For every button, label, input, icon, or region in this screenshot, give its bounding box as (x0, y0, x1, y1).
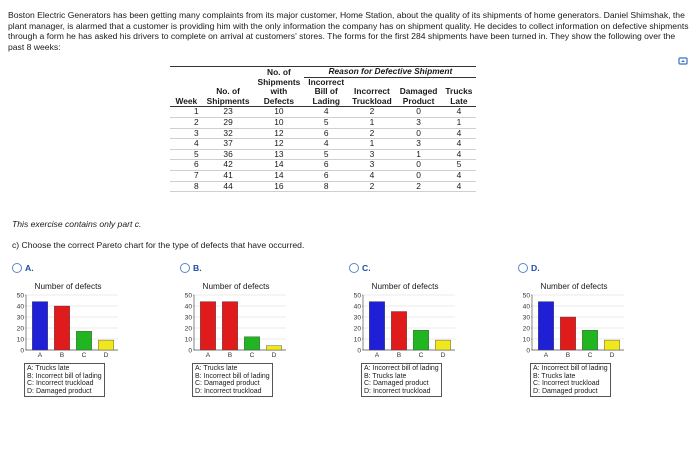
y-tick-label: 10 (16, 336, 24, 344)
y-tick-label: 40 (184, 303, 192, 311)
chart-title: Number of defects (540, 282, 608, 291)
x-category-label: D (609, 352, 615, 359)
problem-statement: Boston Electric Generators has been getting many complaints from its major customer, Home Station, about the quality of its shipments of home generators. Daniel Shimshak, the plant manager, is alarmed that a customer is providing him with the only information the company has on shipment quality. He decides to collect information on defective shipments through a form he has asked his drivers to complete on arrival at customers' stores. The forms for the first 284 shipments have been turned in. They show the following over the past 8 weeks: (8, 10, 689, 52)
exercise-note: This exercise contains only part c. (12, 219, 142, 229)
bar-c (582, 330, 597, 350)
shipments-cell: 32 (203, 128, 254, 139)
y-tick-label: 30 (16, 314, 24, 322)
y-tick-label: 10 (353, 336, 361, 344)
legend-item: D: Incorrect truckload (195, 387, 262, 395)
option-d-label: D. (531, 263, 540, 273)
x-category-label: C (587, 352, 593, 359)
defects-header-top: No. of (253, 67, 304, 78)
question-text: c) Choose the correct Pareto chart for the type of defects that have occurred. (12, 240, 305, 250)
shipments-cell: 41 (203, 170, 254, 181)
shipments-cell: 23 (203, 107, 254, 118)
week-cell: 7 (170, 170, 203, 181)
trucks-late-cell: 1 (441, 117, 476, 128)
legend-item: C: Incorrect truckload (27, 380, 94, 388)
truckload-header: Truckload (348, 97, 396, 107)
chart-legend (530, 363, 611, 397)
bar-a (369, 302, 384, 350)
defects-cell: 14 (253, 160, 304, 171)
legend-item: C: Damaged product (364, 380, 429, 388)
y-tick-label: 50 (16, 292, 24, 300)
billing-header-mid: Bill of (314, 86, 338, 97)
trucks-late-cell: 5 (441, 160, 476, 171)
chart-title: Number of defects (371, 282, 439, 291)
bar-d (98, 340, 113, 350)
defects-cell: 16 (253, 181, 304, 192)
x-category-label: D (440, 352, 446, 359)
week-cell: 5 (170, 149, 203, 160)
option-a-header[interactable] (12, 263, 162, 273)
y-tick-label: 40 (16, 303, 24, 311)
incorrect-bill-of-lading-cell: 5 (304, 149, 348, 160)
y-tick-label: 40 (522, 303, 530, 311)
shipments-cell: 29 (203, 117, 254, 128)
table-body (170, 107, 476, 192)
reason-group-header: Reason for Defective Shipment (304, 67, 476, 78)
legend-item: A: Incorrect bill of lading (364, 365, 439, 372)
bar-c (244, 337, 259, 350)
x-category-label: C (81, 352, 87, 359)
settings-icon[interactable] (678, 56, 688, 66)
incorrect-truckload-cell: 1 (348, 139, 396, 150)
damaged-product-cell: 0 (396, 160, 442, 171)
table-row (170, 181, 476, 192)
week-header-spacer (170, 67, 203, 78)
damaged-product-cell: 2 (396, 181, 442, 192)
trucks-late-cell: 4 (441, 181, 476, 192)
legend-item: D: Damaged product (533, 387, 598, 395)
bar-b (222, 302, 237, 350)
y-tick-label: 10 (522, 336, 530, 344)
incorrect-truckload-cell: 3 (348, 160, 396, 171)
x-category-label: A (374, 352, 380, 359)
incorrect-bill-of-lading-cell: 8 (304, 181, 348, 192)
pareto-chart (349, 290, 461, 362)
late-header-top: Trucks (445, 86, 473, 97)
incorrect-bill-of-lading-cell: 5 (304, 117, 348, 128)
legend-item: C: Incorrect truckload (533, 380, 600, 388)
chart-legend (24, 363, 105, 397)
incorrect-bill-of-lading-cell: 4 (304, 139, 348, 150)
option-d-radio[interactable] (518, 263, 528, 273)
defects-cell: 10 (253, 117, 304, 128)
table-row (170, 128, 476, 139)
legend-item: A: Trucks late (195, 365, 238, 372)
incorrect-truckload-cell: 1 (348, 117, 396, 128)
bar-d (435, 340, 450, 350)
legend-item: D: Incorrect truckload (364, 387, 431, 395)
bar-a (200, 302, 215, 350)
incorrect-bill-of-lading-cell: 4 (304, 107, 348, 118)
incorrect-truckload-cell: 2 (348, 128, 396, 139)
y-tick-label: 20 (353, 325, 361, 333)
legend-item: D: Damaged product (27, 387, 92, 395)
bar-d (266, 346, 281, 350)
option-b-header[interactable] (180, 263, 330, 273)
chart-legend (192, 363, 273, 397)
week-cell: 2 (170, 117, 203, 128)
x-category-label: A (37, 352, 43, 359)
damaged-product-cell: 0 (396, 107, 442, 118)
billing-header-top: Incorrect (308, 76, 345, 87)
defects-cell: 10 (253, 107, 304, 118)
week-cell: 3 (170, 128, 203, 139)
option-c-radio[interactable] (349, 263, 359, 273)
option-b-radio[interactable] (180, 263, 190, 273)
pareto-chart (12, 290, 124, 362)
incorrect-truckload-cell: 2 (348, 181, 396, 192)
damaged-product-cell: 3 (396, 117, 442, 128)
defects-header-mid: Shipments (257, 76, 301, 87)
damaged-product-cell: 1 (396, 149, 442, 160)
x-category-label: C (418, 352, 424, 359)
y-tick-label: 0 (188, 347, 192, 355)
truckload-header-top: Incorrect (354, 86, 390, 97)
incorrect-bill-of-lading-cell: 6 (304, 170, 348, 181)
table-row (170, 117, 476, 128)
defects-cell: 12 (253, 128, 304, 139)
damaged-header: Product (396, 97, 442, 107)
trucks-late-cell: 4 (441, 149, 476, 160)
bar-a (32, 302, 47, 350)
damaged-header-top: Damaged (399, 86, 438, 97)
chart-title: Number of defects (34, 282, 102, 291)
y-tick-label: 50 (184, 292, 192, 300)
pareto-chart (518, 290, 630, 362)
option-d[interactable] (518, 263, 668, 413)
spacer (170, 77, 203, 87)
legend-item: B: Incorrect bill of lading (195, 372, 270, 380)
y-tick-label: 30 (522, 314, 530, 322)
defects-header: Defects (253, 97, 304, 107)
legend-item: A: Incorrect bill of lading (533, 365, 608, 372)
defects-cell: 12 (253, 139, 304, 150)
trucks-late-cell: 4 (441, 107, 476, 118)
y-tick-label: 50 (353, 292, 361, 300)
option-d-header[interactable] (518, 263, 668, 273)
y-tick-label: 20 (184, 325, 192, 333)
y-tick-label: 0 (526, 347, 530, 355)
y-tick-label: 0 (20, 347, 24, 355)
chart-title: Number of defects (202, 282, 270, 291)
damaged-product-cell: 0 (396, 128, 442, 139)
defects-cell: 13 (253, 149, 304, 160)
x-category-label: D (271, 352, 277, 359)
incorrect-bill-of-lading-cell: 6 (304, 128, 348, 139)
bar-a (538, 302, 553, 350)
defects-header-mid2: with (270, 86, 288, 97)
bar-d (604, 340, 619, 350)
chart-legend (361, 363, 442, 397)
incorrect-truckload-cell: 3 (348, 149, 396, 160)
x-category-label: A (543, 352, 549, 359)
x-category-label: B (227, 352, 233, 359)
option-c-label: C. (362, 263, 371, 273)
shipments-cell: 37 (203, 139, 254, 150)
trucks-late-cell: 4 (441, 128, 476, 139)
option-c[interactable] (349, 263, 499, 413)
bar-c (76, 331, 91, 350)
table-row (170, 139, 476, 150)
trucks-late-cell: 4 (441, 139, 476, 150)
shipments-cell: 36 (203, 149, 254, 160)
option-b-label: B. (193, 263, 202, 273)
shipments-cell: 44 (203, 181, 254, 192)
shipments-cell: 42 (203, 160, 254, 171)
table-row (170, 160, 476, 171)
x-category-label: B (59, 352, 65, 359)
week-cell: 8 (170, 181, 203, 192)
legend-item: B: Trucks late (364, 372, 407, 380)
billing-header: Lading (304, 97, 348, 107)
week-cell: 1 (170, 107, 203, 118)
bar-b (54, 306, 69, 350)
incorrect-bill-of-lading-cell: 6 (304, 160, 348, 171)
bar-b (391, 312, 406, 351)
shipments-header-top: No. of (216, 86, 240, 97)
legend-item: B: Incorrect bill of lading (27, 372, 102, 380)
late-header: Late (441, 97, 476, 107)
bar-b (560, 317, 575, 350)
table-row (170, 149, 476, 160)
option-a-radio[interactable] (12, 263, 22, 273)
y-tick-label: 30 (184, 314, 192, 322)
x-category-label: A (205, 352, 211, 359)
x-category-label: D (103, 352, 109, 359)
damaged-product-cell: 0 (396, 170, 442, 181)
legend-item: C: Damaged product (195, 380, 260, 388)
option-a[interactable] (12, 263, 162, 413)
option-a-label: A. (25, 263, 34, 273)
x-category-label: B (565, 352, 571, 359)
incorrect-truckload-cell: 4 (348, 170, 396, 181)
damaged-product-cell: 3 (396, 139, 442, 150)
pareto-chart (180, 290, 292, 362)
shipments-header-spacer (203, 67, 254, 78)
defect-data-table (170, 66, 476, 192)
bar-c (413, 330, 428, 350)
defect-data-table-container (170, 66, 476, 192)
y-tick-label: 50 (522, 292, 530, 300)
y-tick-label: 30 (353, 314, 361, 322)
incorrect-truckload-cell: 2 (348, 107, 396, 118)
option-c-header[interactable] (349, 263, 499, 273)
legend-item: B: Trucks late (533, 372, 576, 380)
table-row (170, 107, 476, 118)
legend-item: A: Trucks late (27, 365, 70, 372)
option-b[interactable] (180, 263, 330, 413)
week-cell: 4 (170, 139, 203, 150)
week-header: Week (170, 97, 203, 107)
x-category-label: B (396, 352, 402, 359)
y-tick-label: 0 (357, 347, 361, 355)
x-category-label: C (249, 352, 255, 359)
y-tick-label: 20 (16, 325, 24, 333)
table-row (170, 170, 476, 181)
y-tick-label: 20 (522, 325, 530, 333)
trucks-late-cell: 4 (441, 170, 476, 181)
y-tick-label: 10 (184, 336, 192, 344)
y-tick-label: 40 (353, 303, 361, 311)
shipments-header: Shipments (203, 97, 254, 107)
week-cell: 6 (170, 160, 203, 171)
defects-cell: 14 (253, 170, 304, 181)
